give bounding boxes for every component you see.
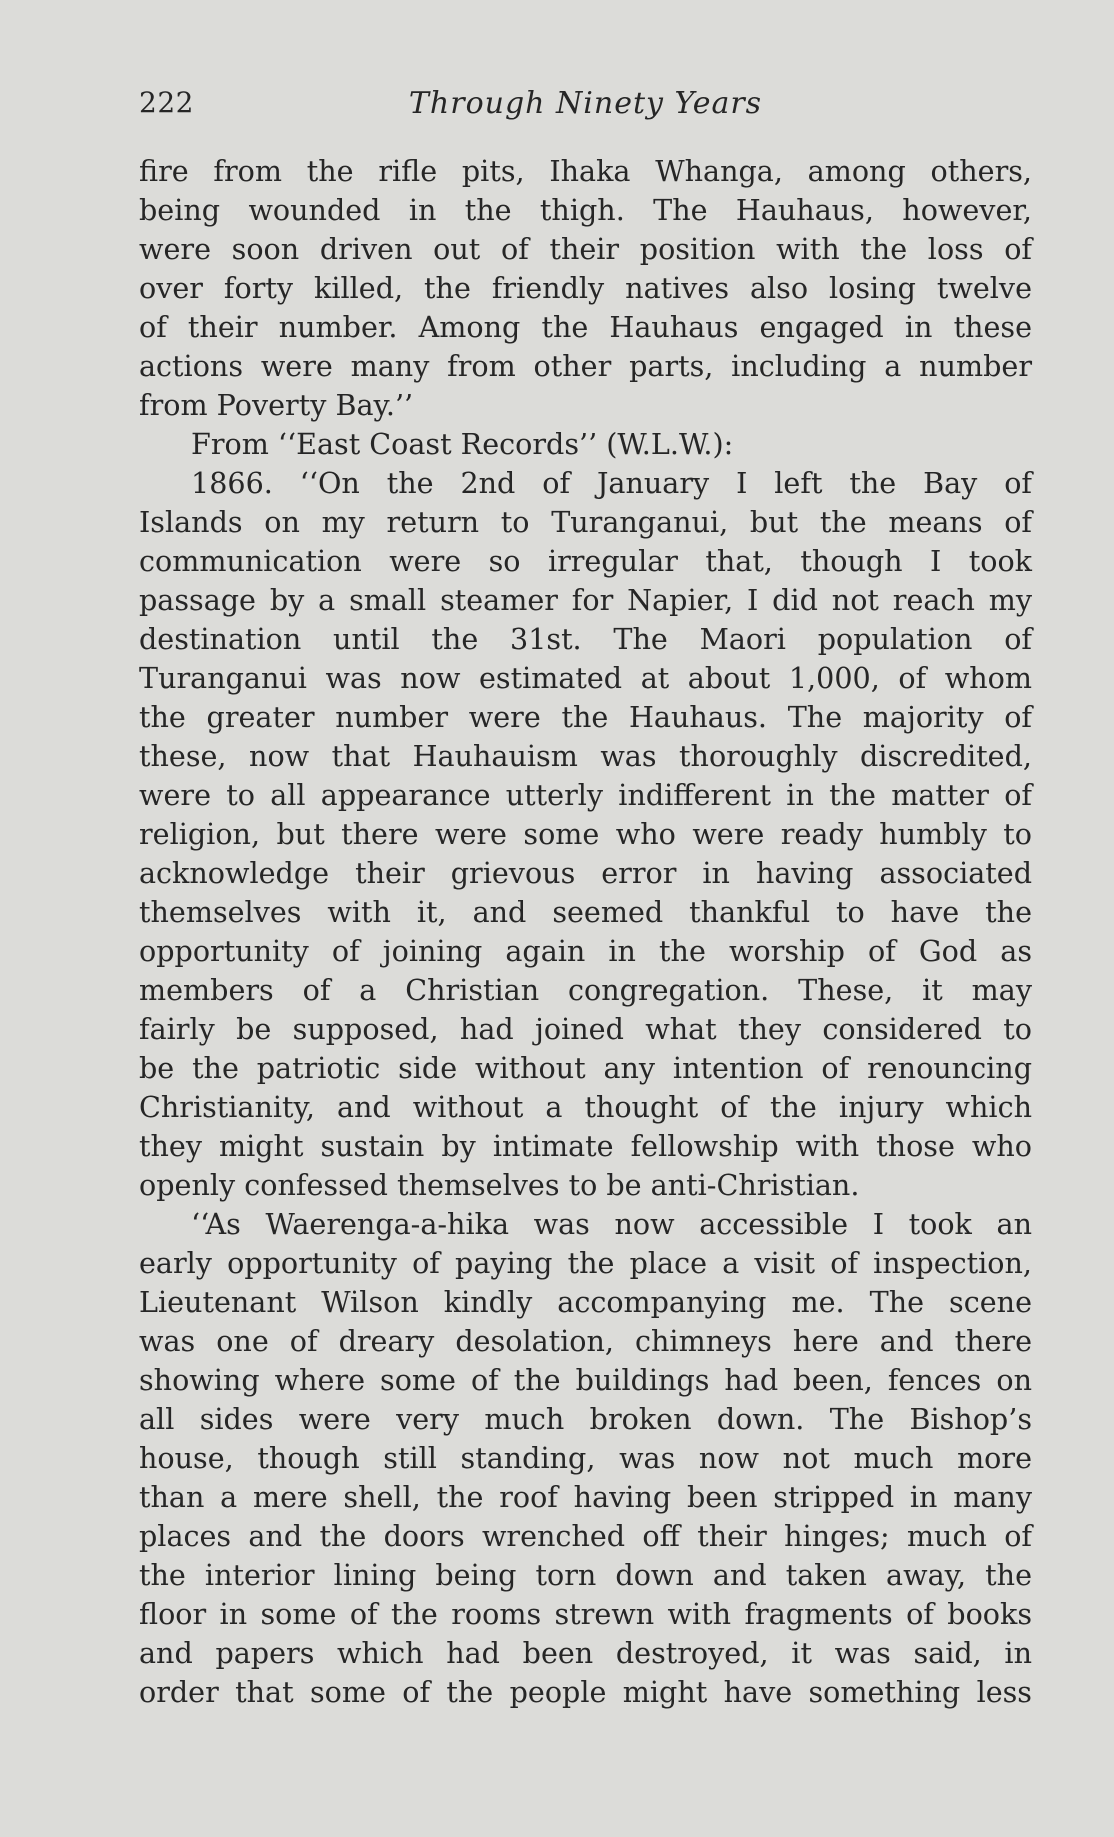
text-line: ‘‘As Waerenga-a-hika was now accessible I took an — [191, 1207, 1032, 1241]
text-line: showing where some of the buildings had been, fences on — [139, 1363, 1032, 1397]
text-line: over forty killed, the friendly natives also losing twelve — [139, 271, 1032, 305]
text-line: all sides were very much broken down. The Bishop’s — [139, 1402, 1032, 1436]
text-line: members of a Christian congregation. These, it may — [139, 973, 1032, 1007]
text-line: Christianity, and without a thought of the injury which — [139, 1090, 1032, 1124]
text-line: Lieutenant Wilson kindly accompanying me. The scene — [139, 1285, 1032, 1319]
text-line: being wounded in the thigh. The Hauhaus, however, — [139, 193, 1032, 227]
text-line: religion, but there were some who were ready humbly to — [139, 817, 1032, 851]
text-line: were to all appearance utterly indifferent in the matter of — [139, 778, 1032, 812]
text-line: be the patriotic side without any intention of renouncing — [139, 1051, 1032, 1085]
text-line: Islands on my return to Turanganui, but the means of — [139, 505, 1032, 539]
text-line: openly confessed themselves to be anti-Christian. — [139, 1168, 860, 1202]
text-line: fairly be supposed, had joined what they considered to — [139, 1012, 1032, 1046]
text-line: fire from the rifle pits, Ihaka Whanga, among others, — [139, 154, 1032, 188]
text-line: actions were many from other parts, including a number — [139, 349, 1032, 383]
text-line: were soon driven out of their position with the loss of — [139, 232, 1032, 266]
text-line: early opportunity of paying the place a visit of inspection, — [139, 1246, 1032, 1280]
text-line: communication were so irregular that, though I took — [139, 544, 1032, 578]
text-line: of their number. Among the Hauhaus engaged in these — [139, 310, 1032, 344]
text-line: was one of dreary desolation, chimneys here and there — [139, 1324, 1032, 1358]
text-line: destination until the 31st. The Maori population of — [139, 622, 1032, 656]
text-line: acknowledge their grievous error in having associated — [139, 856, 1032, 890]
page-header — [139, 86, 1032, 130]
text-line: house, though still standing, was now not much more — [139, 1441, 1032, 1475]
text-line: than a mere shell, the roof having been stripped in many — [139, 1480, 1032, 1514]
text-line: the greater number were the Hauhaus. The majority of — [139, 700, 1032, 734]
text-line: places and the doors wrenched off their hinges; much of — [139, 1519, 1032, 1553]
text-line: themselves with it, and seemed thankful to have the — [139, 895, 1032, 929]
text-line: opportunity of joining again in the worship of God as — [139, 934, 1032, 968]
text-line: From ‘‘East Coast Records’’ (W.L.W.): — [191, 427, 734, 461]
text-line: 1866. ‘‘On the 2nd of January I left the Bay of — [191, 466, 1032, 500]
text-line: order that some of the people might have something less — [139, 1675, 1032, 1709]
running-title: Through Ninety Years — [408, 86, 763, 121]
text-line: these, now that Hauhauism was thoroughly discredited, — [139, 739, 1032, 773]
text-line: from Poverty Bay.’’ — [139, 388, 414, 422]
text-line: passage by a small steamer for Napier, I did not reach my — [139, 583, 1032, 617]
text-line: they might sustain by intimate fellowship with those who — [139, 1129, 1032, 1163]
text-line: floor in some of the rooms strewn with fragments of books — [139, 1597, 1032, 1631]
text-line: Turanganui was now estimated at about 1,000, of whom — [139, 661, 1032, 695]
text-line: the interior lining being torn down and taken away, the — [139, 1558, 1032, 1592]
body-text — [139, 152, 1032, 1712]
text-line: and papers which had been destroyed, it was said, in — [139, 1636, 1032, 1670]
page-number: 222 — [139, 86, 194, 119]
